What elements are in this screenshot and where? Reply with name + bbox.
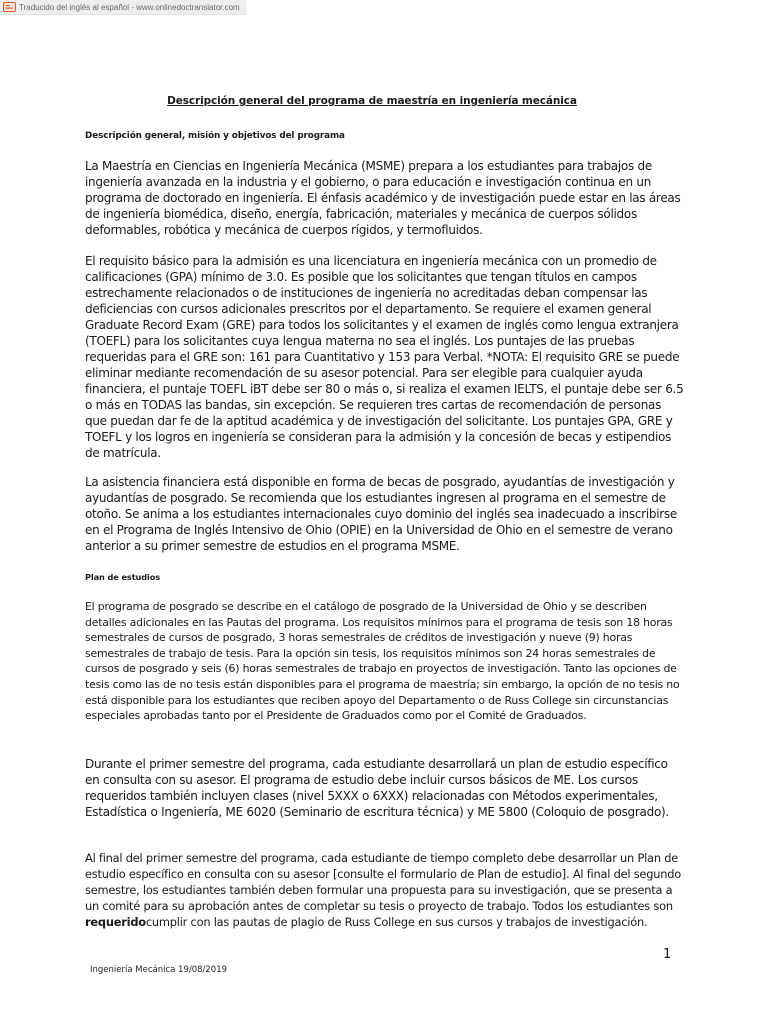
required-emphasis: requerido (85, 915, 146, 929)
paragraph-admission-requirements: El requisito básico para la admisión es una licenciatura en ingeniería mecánica con un promedio de calificaciones (GPA) mínimo de 3.0. Es posible que los solicitantes que tengan títulos en campos estrechamente relacionados o de instituciones de ingeniería no acreditadas deban compensar las deficiencias con cursos adicionales prescritos por el departamento. Se requiere el examen general Graduate Record Exam (GRE) para todos los solicitantes y el examen de inglés como lengua extranjera (TOEFL) para los solicitantes cuya lengua materna no sea el inglés. Los puntajes de las pruebas requeridas para el GRE son: 161 para Cuantitativo y 153 para Verbal. *NOTA: El requisito GRE se puede eliminar mediante recomendación de su asesor potencial. Para ser elegible para cualquier ayuda financiera, el puntaje TOEFL iBT debe ser 80 o más o, si realiza el examen IELTS, el puntaje debe ser 6.5 o más en TODAS las bandas, sin excepción. Se requieren tres cartas de recomendación de personas que puedan dar fe de la aptitud académica y de investigación del solicitante. Los puntajes GPA, GRE y TOEFL y los logros en ingeniería se consideran para la admisión y la concesión de becas y estipendios de matrícula. (85, 254, 684, 460)
translator-banner[interactable] (0, 0, 246, 15)
paragraph-graduate-program: El programa de posgrado se describe en el catálogo de posgrado de la Universidad de Ohio y se describen detalles adicionales en las Pautas del programa. Los requisitos mínimos para el programa de tesis son 18 horas semestrales de cursos de posgrado, 3 horas semestrales de créditos de investigación y nueve (9) horas semestrales de trabajo de tesis. Para la opción sin tesis, los requisitos mínimos son 24 horas semestrales de cursos de posgrado y seis (6) horas semestrales de trabajo en proyectos de investigación. Tanto las opciones de tesis como las de no tesis están disponibles para el programa de maestría; sin embargo, la opción de no tesis no está disponible para los estudiantes que reciben apoyo del Departamento o de Russ College sin circunstancias especiales aprobadas tanto por el Presidente de Graduados como por el Comité de Graduados. (85, 600, 680, 723)
translator-banner-text[interactable]: Traducido del inglés al español - www.onlinedoctranslator.com (19, 2, 240, 12)
document-title: Descripción general del programa de maestría en ingeniería mecánica (167, 95, 577, 107)
study-plan-text-end: cumplir con las pautas de plagio de Russ College en sus cursos y trabajos de investigación. (145, 915, 648, 929)
page-footer: Ingeniería Mecánica 19/08/2019 (90, 965, 228, 975)
section-title-curriculum: Plan de estudios (85, 572, 161, 582)
study-plan-text: Al final del primer semestre del programa, cada estudiante de tiempo completo debe desarrollar un Plan de estudio específico en consulta con su asesor [consulte el formulario de Plan de estudio]. Al final del segundo semestre, los estudiantes también deben formular una propuesta para su investigación, que se presenta a un comité para su aprobación antes de completar su tesis o proyecto de trabajo. Todos los estudiantes son (85, 851, 681, 913)
paragraph-study-plan (85, 850, 685, 930)
page-number: 1 (663, 947, 672, 962)
paragraph-first-semester: Durante el primer semestre del programa, cada estudiante desarrollará un plan de estudio específico en consulta con su asesor. El programa de estudio debe incluir cursos básicos de ME. Los cursos requeridos también incluyen clases (nivel 5XXX o 6XXX) relacionadas con Métodos experimentales, Estadística o Ingeniería, ME 6020 (Seminario de escritura técnica) y ME 5800 (Coloquio de posgrado). (85, 757, 669, 819)
translator-logo-icon (3, 2, 16, 12)
paragraph-program-description: La Maestría en Ciencias en Ingeniería Mecánica (MSME) prepara a los estudiantes para trabajos de ingeniería avanzada en la industria y el gobierno, o para educación e investigación continua en un programa de doctorado en ingeniería. El énfasis académico y de investigación puede estar en las áreas de ingeniería biomédica, diseño, energía, fabricación, materiales y mecánica de cuerpos sólidos deformables, robótica y mecánica de cuerpos rígidos, y termofluidos. (85, 159, 681, 237)
paragraph-financial-assistance: La asistencia financiera está disponible en forma de becas de posgrado, ayudantías de investigación y ayudantías de posgrado. Se recomienda que los estudiantes ingresen al programa en el semestre de otoño. Se anima a los estudiantes internacionales cuyo dominio del inglés sea inadecuado a inscribirse en el Programa de Inglés Intensivo de Ohio (OPIE) en la Universidad de Ohio en el semestre de verano anterior a su primer semestre de estudios en el programa MSME. (85, 475, 678, 553)
section-title-overview: Descripción general, misión y objetivos del programa (85, 131, 345, 141)
